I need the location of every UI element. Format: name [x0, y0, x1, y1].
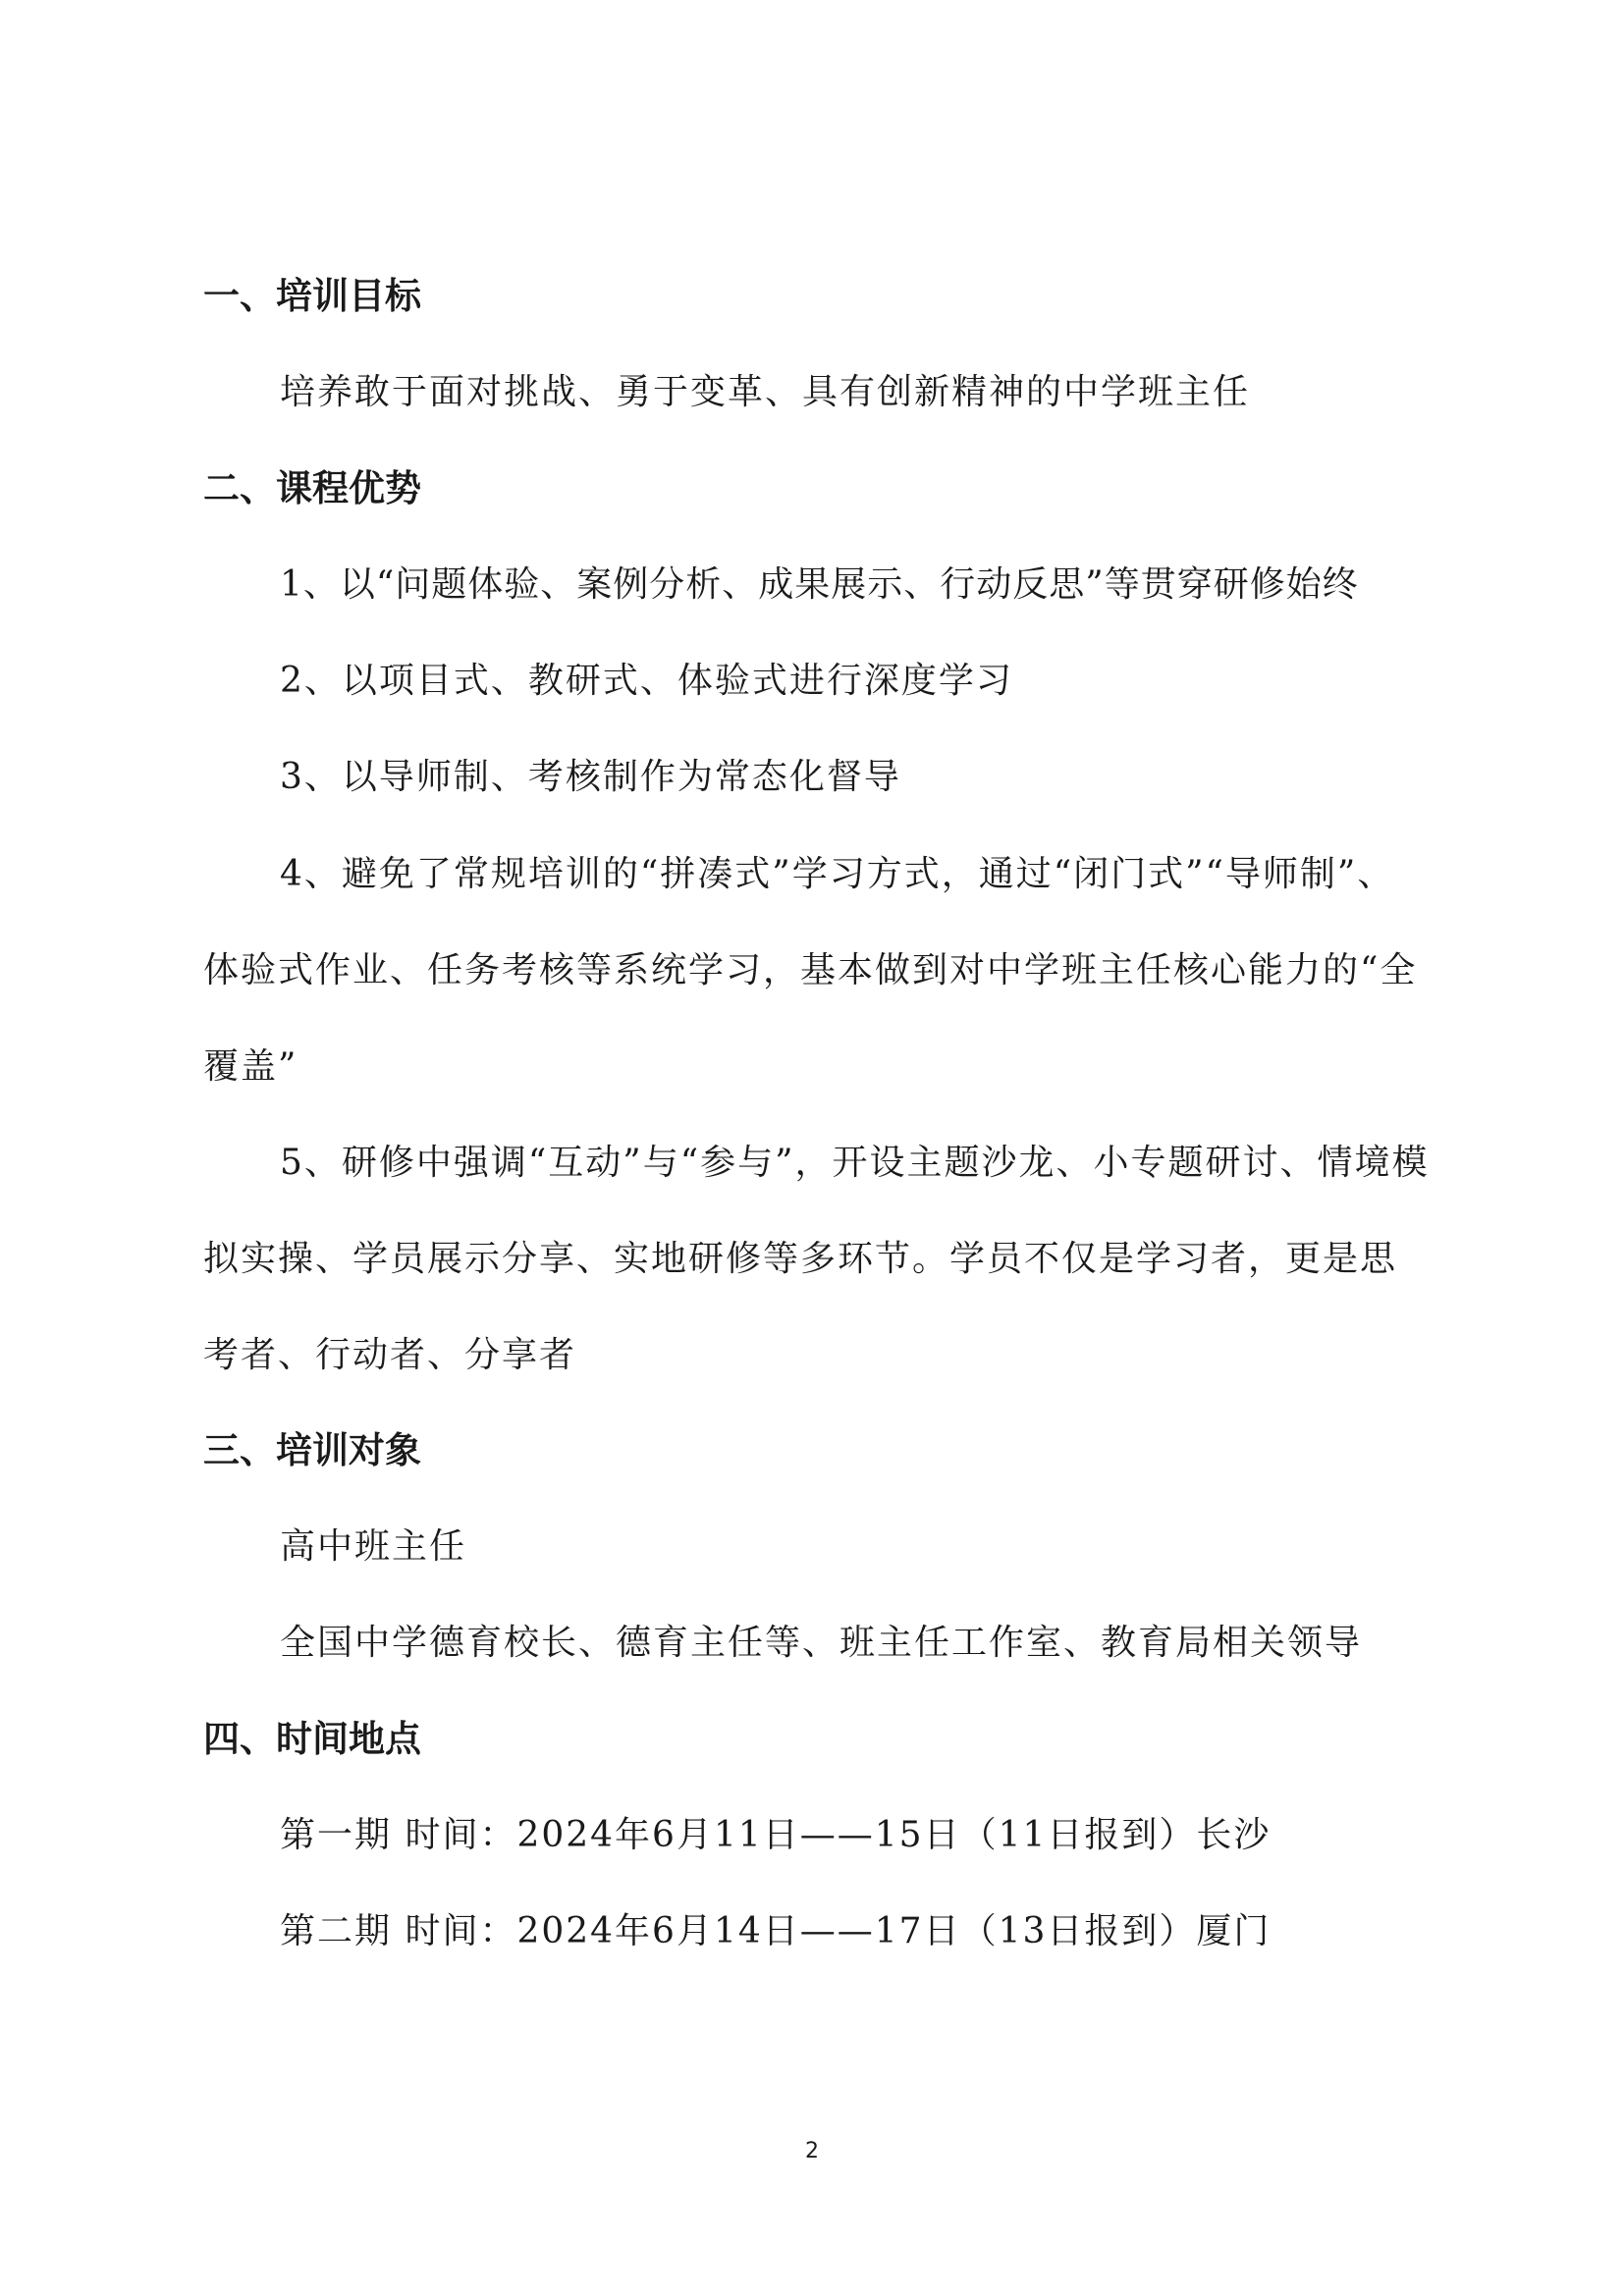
audience-item-2: 全国中学德育校长、德育主任等、班主任工作室、教育局相关领导	[280, 1623, 1363, 1663]
advantage-item-2: 2、以项目式、教研式、体验式进行深度学习	[280, 661, 1013, 701]
advantage-item-1: 1、以“问题体验、案例分析、成果展示、行动反思”等贯穿研修始终	[280, 564, 1359, 605]
advantage-item-3: 3、以导师制、考核制作为常态化督导	[280, 757, 901, 797]
advantage-item-5: 5、研修中强调“互动”与“参与”，开设主题沙龙、小专题研讨、情境模拟实操、学员展示分享、实地研修等多环节。学员不仅是学习者，更是思考者、行动者、分享者	[203, 1143, 1430, 1375]
schedule-item-2: 第二期 时间：2024年6月14日——17日（13日报到）厦门	[280, 1911, 1272, 1951]
section-heading-advantages: 二、课程优势	[203, 467, 421, 509]
schedule-item-1: 第一期 时间：2024年6月11日——15日（11日报到）长沙	[280, 1815, 1272, 1855]
section-heading-audience: 三、培训对象	[203, 1429, 421, 1471]
audience-item-1: 高中班主任	[280, 1526, 467, 1567]
page-number: 2	[805, 2139, 819, 2163]
advantage-item-4: 4、避免了常规培训的“拼凑式”学习方式，通过“闭门式”“导师制”、体验式作业、任务考核等系统学习，基本做到对中学班主任核心能力的“全覆盖”	[203, 854, 1418, 1087]
section-heading-schedule: 四、时间地点	[203, 1718, 421, 1760]
objectives-text: 培养敢于面对挑战、勇于变革、具有创新精神的中学班主任	[280, 372, 1251, 412]
section-heading-objectives: 一、培训目标	[203, 275, 421, 317]
